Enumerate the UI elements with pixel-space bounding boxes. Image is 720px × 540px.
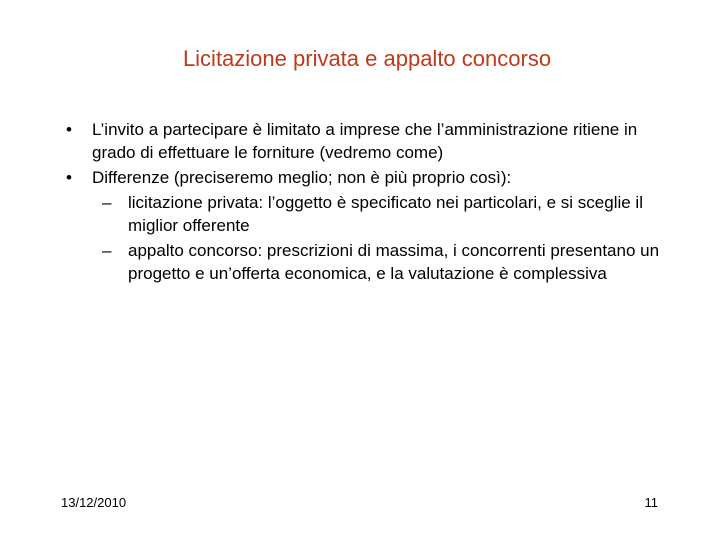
bullet-marker: • (66, 168, 72, 187)
slide-title: Licitazione privata e appalto concorso (182, 46, 552, 71)
bullet-item (58, 118, 678, 164)
sub-bullet-item (102, 239, 678, 285)
page-number: 11 (644, 495, 658, 510)
sub-bullet-item (102, 191, 678, 237)
bullet-text: Differenze (preciseremo meglio; non è più proprio così): (92, 168, 512, 187)
bullet-text: L’invito a partecipare è limitato a imprese che l’amministrazione ritiene in grado di effettuare le forniture (vedremo come) (92, 120, 638, 162)
footer-date: 13/12/2010 (61, 495, 127, 510)
sub-bullet-list (58, 191, 678, 285)
sub-bullet-text: appalto concorso: prescrizioni di massima, i concorrenti presentano un progetto e un’offerta economica, e la valutazione è complessiva (128, 241, 660, 283)
sub-bullet-text: licitazione privata: l’oggetto è specificato nei particolari, e si sceglie il miglior offerente (128, 193, 643, 235)
bullet-list (58, 118, 678, 287)
sub-bullet-marker: – (102, 241, 112, 260)
bullet-item (58, 166, 678, 285)
sub-bullet-marker: – (102, 193, 112, 212)
bullet-marker: • (66, 120, 72, 139)
